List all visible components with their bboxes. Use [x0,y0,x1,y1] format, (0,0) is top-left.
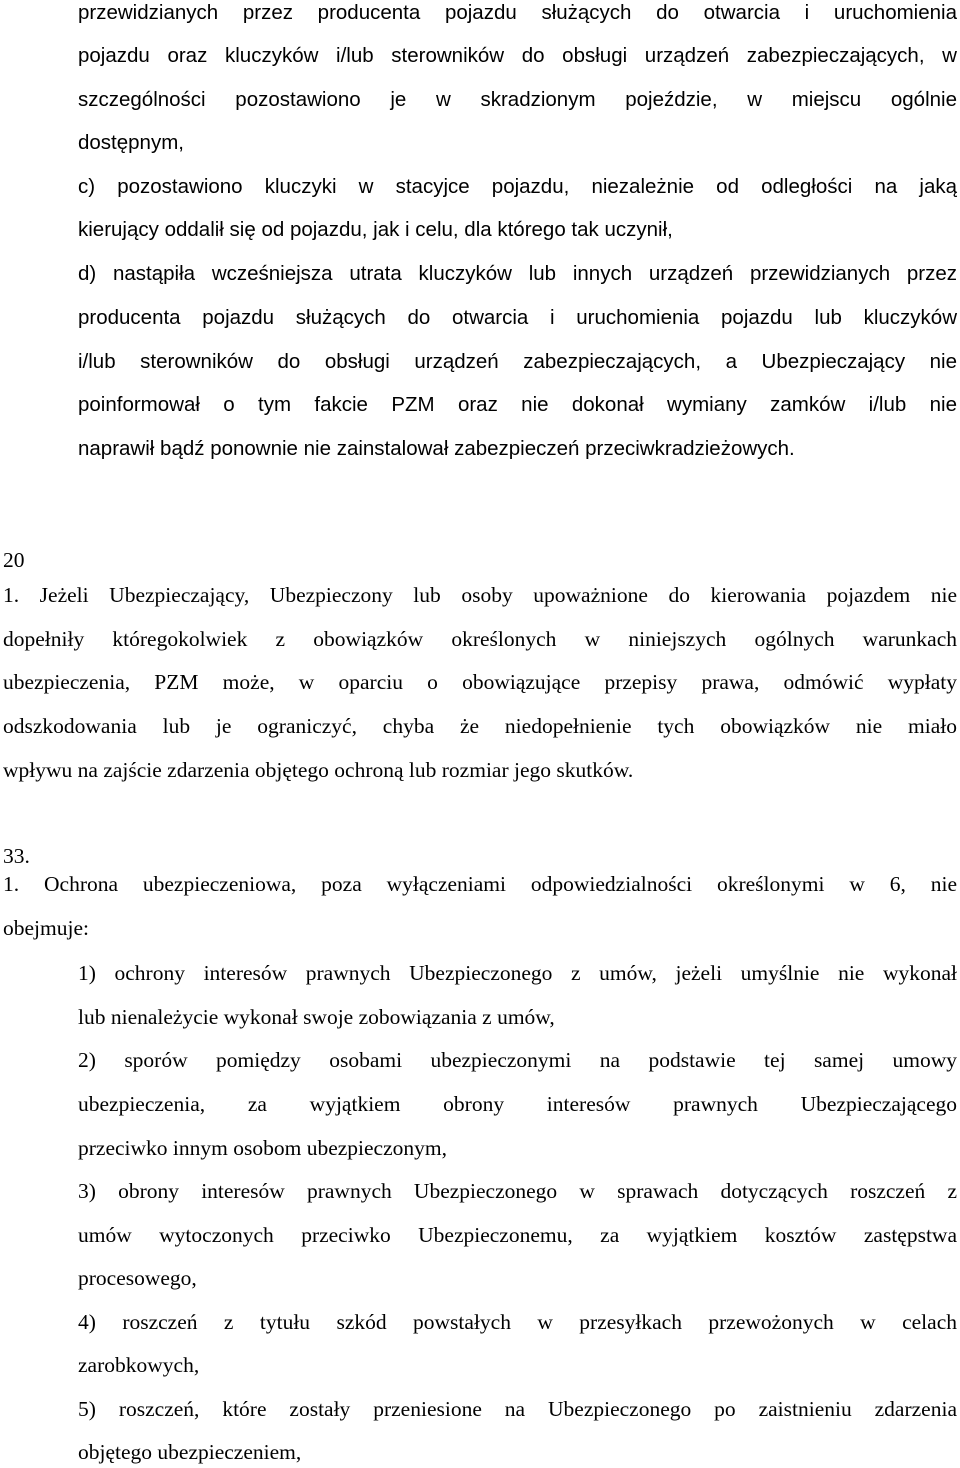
text-line: pojazdu oraz kluczyków i/lub sterowników do obsługi urządzeń zabezpieczających, w [78,44,957,67]
list-item-1: 1) ochrony interesów prawnych Ubezpieczonego z umów, jeżeli umyślnie nie wykonał [78,961,957,985]
list-item-line: ubezpieczenia, za wyjątkiem obrony interesów prawnych Ubezpieczającego [78,1092,957,1116]
text-line: kierujący oddalił się od pojazdu, jak i celu, dla którego tak uczynił, [78,218,673,241]
list-item-line: umów wytoczonych przeciwko Ubezpieczonemu, za wyjątkiem kosztów zastępstwa [78,1223,957,1247]
list-item-d: d) nastąpiła wcześniejsza utrata kluczyków lub innych urządzeń przewidzianych przez [78,262,957,285]
list-item-2: 2) sporów pomiędzy osobami ubezpieczonymi na podstawie tej samej umowy [78,1048,957,1072]
list-item-line: objętego ubezpieczeniem, [78,1440,302,1464]
section-heading: 33. [3,844,30,868]
text-line: i/lub sterowników do obsługi urządzeń zabezpieczających, a Ubezpieczający nie [78,350,957,373]
text-line: przewidzianych przez producenta pojazdu służących do otwarcia i uruchomienia [78,1,957,24]
section-heading: 20 [3,548,25,572]
paragraph-line: 1. Ochrona ubezpieczeniowa, poza wyłączeniami odpowiedzialności określonymi w 6, nie [3,872,957,896]
paragraph-line: wpływu na zajście zdarzenia objętego ochroną lub rozmiar jego skutków. [3,758,634,782]
paragraph-line: dopełniły któregokolwiek z obowiązków określonych w niniejszych ogólnych warunkach [3,627,957,651]
paragraph-line: odszkodowania lub je ograniczyć, chyba że niedopełnienie tych obowiązków nie miało [3,714,957,738]
paragraph-line: ubezpieczenia, PZM może, w oparciu o obowiązujące przepisy prawa, odmówić wypłaty [3,670,957,694]
list-item-4: 4) roszczeń z tytułu szkód powstałych w przesyłkach przewożonych w celach [78,1310,957,1334]
text-line: szczególności pozostawiono je w skradzionym pojeździe, w miejscu ogólnie [78,88,957,111]
paragraph-line: obejmuje: [3,916,89,940]
text-line: naprawił bądź ponownie nie zainstalował zabezpieczeń przeciwkradzieżowych. [78,437,795,460]
list-item-c: c) pozostawiono kluczyki w stacyjce pojazdu, niezależnie od odległości na jaką [78,175,957,198]
paragraph-line: 1. Jeżeli Ubezpieczający, Ubezpieczony lub osoby upoważnione do kierowania pojazdem nie [3,583,957,607]
list-item-5: 5) roszczeń, które zostały przeniesione na Ubezpieczonego po zaistnieniu zdarzenia [78,1397,957,1421]
list-item-line: procesowego, [78,1266,197,1290]
list-item-line: przeciwko innym osobom ubezpieczonym, [78,1136,447,1160]
text-line: dostępnym, [78,131,184,154]
list-item-3: 3) obrony interesów prawnych Ubezpieczonego w sprawach dotyczących roszczeń z [78,1179,957,1203]
text-line: poinformował o tym fakcie PZM oraz nie dokonał wymiany zamków i/lub nie [78,393,957,416]
text-line: producenta pojazdu służących do otwarcia i uruchomienia pojazdu lub kluczyków [78,306,957,329]
list-item-line: lub nienależycie wykonał swoje zobowiązania z umów, [78,1005,555,1029]
list-item-line: zarobkowych, [78,1353,200,1377]
